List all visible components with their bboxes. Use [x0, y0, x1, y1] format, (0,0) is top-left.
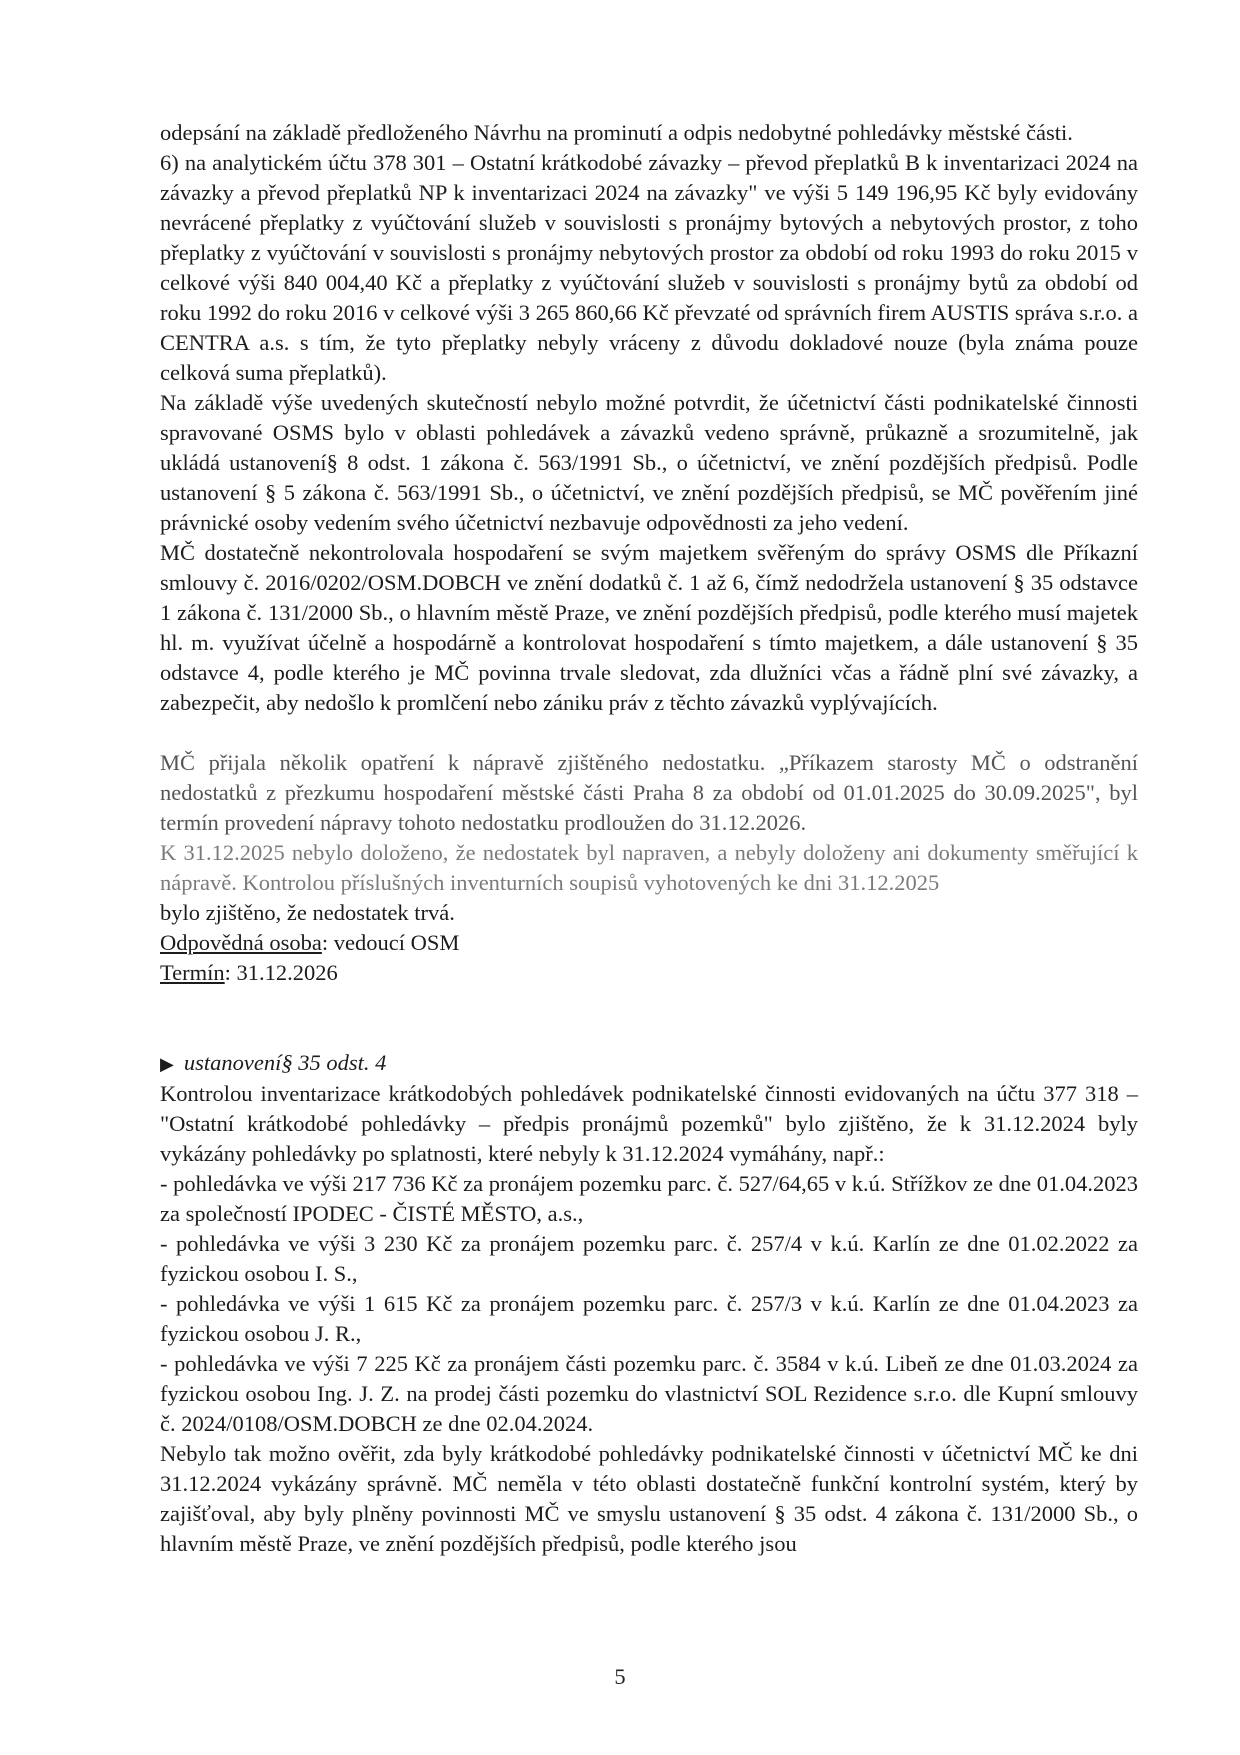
paragraph: Na základě výše uvedených skutečností nebylo možné potvrdit, že účetnictví části podnikatelské činnosti spravované OSMS bylo v oblasti pohledávek a závazků vedeno správně, průkazně a srozumitelně, jak ukládá ustanovení§ 8 odst. 1 zákona č. 563/1991 Sb., o účetnictví, ve znění pozdějších předpisů. Podle ustanovení § 5 zákona č. 563/1991 Sb., o účetnictví, ve znění pozdějších předpisů, se MČ pověřením jiné právnické osoby vedením svého účetnictví nezbavuje odpovědnosti za jeho vedení.	[160, 390, 1138, 535]
responsible-person	[160, 928, 1138, 958]
page-number: 5	[614, 1664, 626, 1689]
list-item: - pohledávka ve výši 217 736 Kč za pronájem pozemku parc. č. 527/64,65 v k.ú. Střížkov ze dne 01.04.2023 za společností IPODEC - ČISTÉ MĚSTO, a.s.,	[160, 1171, 1138, 1226]
list-item: - pohledávka ve výši 1 615 Kč za pronájem pozemku parc. č. 257/3 v k.ú. Karlín ze dne 01.04.2023 za fyzickou osobou J. R.,	[160, 1291, 1138, 1346]
triangle-bullet-icon: ▶	[160, 1054, 174, 1074]
section-intro: Kontrolou inventarizace krátkodobých pohledávek podnikatelské činnosti evidovaných na účtu 377 318 – "Ostatní krátkodobé pohledávky – předpis pronájmů pozemků" bylo zjištěno, že k 31.12.2024 byly vykázány pohledávky po splatnosti, které nebyly k 31.12.2024 vymáhány, např.:	[160, 1081, 1138, 1166]
document-body	[160, 118, 1138, 1559]
responsible-label: Odpovědná osoba	[160, 930, 322, 955]
list-item: - pohledávka ve výši 3 230 Kč za pronájem pozemku parc. č. 257/4 v k.ú. Karlín ze dne 01.02.2022 za fyzickou osobou I. S.,	[160, 1231, 1138, 1286]
section-conclusion: Nebylo tak možno ověřit, zda byly krátkodobé pohledávky podnikatelské činnosti v účetnictví MČ ke dni 31.12.2024 vykázány správně. MČ neměla v této oblasti dostatečně funkční kontrolní systém, který by zajišťoval, aby byly plněny povinnosti MČ ve smyslu ustanovení § 35 odst. 4 zákona č. 131/2000 Sb., o hlavním městě Praze, ve znění pozdějších předpisů, podle kterého jsou	[160, 1441, 1138, 1556]
deadline-label: Termín	[160, 960, 225, 985]
paragraph: 6) na analytickém účtu 378 301 – Ostatní krátkodobé závazky – převod přeplatků B k inventarizaci 2024 na závazky a převod přeplatků NP k inventarizaci 2024 na závazky" ve výši 5 149 196,95 Kč byly evidovány nevrácené přeplatky z vyúčtování služeb v souvislosti s pronájmy bytových a nebytových prostor, z toho přeplatky z vyúčtování v souvislosti s pronájmy nebytových prostor za období od roku 1993 do roku 2015 v celkové výši 840 004,40 Kč a přeplatky z vyúčtování služeb v souvislosti s pronájmy bytů za období od roku 1992 do roku 2016 v celkové výši 3 265 860,66 Kč převzaté od správních firem AUSTIS správa s.r.o. a CENTRA a.s. s tím, že tyto přeplatky nebyly vráceny z důvodu dokladové nouze (byla známa pouze celková suma přeplatků).	[160, 150, 1138, 385]
remedy-status: K 31.12.2025 nebylo doloženo, že nedostatek byl napraven, a nebyly doloženy ani dokumenty směřující k nápravě. Kontrolou příslušných inventurních soupisů vyhotovených ke dni 31.12.2025	[160, 840, 1138, 895]
paragraph: MČ dostatečně nekontrolovala hospodaření se svým majetkem svěřeným do správy OSMS dle Příkazní smlouvy č. 2016/0202/OSM.DOBCH ve znění dodatků č. 1 až 6, čímž nedodržela ustanovení § 35 odstavce 1 zákona č. 131/2000 Sb., o hlavním městě Praze, ve znění pozdějších předpisů, podle kterého musí majetek hl. m. využívat účelně a hospodárně a kontrolovat hospodaření s tímto majetkem, a dále ustanovení § 35 odstavce 4, podle kterého je MČ povinna trvale sledovat, zda dlužníci včas a řádně plní své závazky, a zabezpečit, aby nedošlo k promlčení nebo zániku práv z těchto závazků vyplývajících.	[160, 540, 1138, 715]
section-heading	[160, 1048, 1138, 1079]
deadline	[160, 958, 1138, 988]
spacer	[160, 718, 1138, 748]
remedy-paragraph: MČ přijala několik opatření k nápravě zjištěného nedostatku. „Příkazem starosty MČ o odstranění nedostatků z přezkumu hospodaření městské části Praha 8 za období od 01.01.2025 do 30.09.2025", byl termín provedení nápravy tohoto nedostatku prodloužen do 31.12.2026.	[160, 750, 1138, 835]
list-item: - pohledávka ve výši 7 225 Kč za pronájem části pozemku parc. č. 3584 v k.ú. Libeň ze dne 01.03.2024 za fyzickou osobou Ing. J. Z. na prodej části pozemku do vlastnictví SOL Rezidence s.r.o. dle Kupní smlouvy č. 2024/0108/OSM.DOBCH ze dne 02.04.2024.	[160, 1351, 1138, 1436]
remedy-finding: bylo zjištěno, že nedostatek trvá.	[160, 900, 455, 925]
deadline-value: : 31.12.2026	[224, 960, 338, 985]
section-heading-text: ustanovení§ 35 odst. 4	[183, 1050, 387, 1075]
spacer	[160, 988, 1138, 1048]
paragraph: odepsání na základě předloženého Návrhu na prominutí a odpis nedobytné pohledávky městské části.	[160, 120, 1073, 145]
responsible-value: : vedoucí OSM	[321, 930, 460, 955]
